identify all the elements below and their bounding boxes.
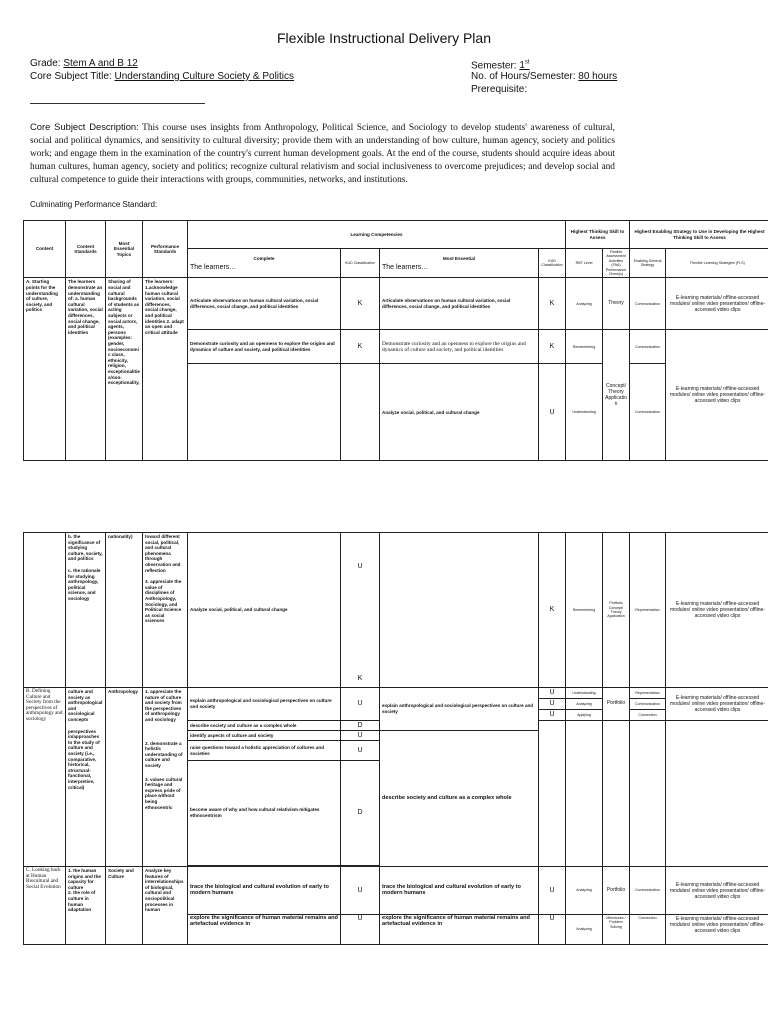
cell-enabling-c1: Communication: [630, 867, 666, 915]
cell-standards-c: [66, 867, 106, 945]
cell-essential-kud-3: U: [539, 364, 566, 461]
cell-kud-c2: U: [341, 915, 380, 945]
cell-enabling-c2: Connection: [630, 915, 666, 945]
complete-label: Complete: [253, 255, 275, 261]
cell-topics-b: Anthropology: [106, 688, 143, 867]
cell-rbt-c1: Analyzing: [566, 867, 603, 915]
cell-essential-3: Analyze social, political, and cultural change: [380, 364, 539, 461]
cell-faa-1: Theory: [603, 278, 630, 330]
performance-cont-text: toward different social, political, and cultural phenomena through observation and reflection: [145, 534, 181, 573]
hours-line: [471, 70, 617, 83]
table-row: [24, 688, 768, 721]
semester-value: 1: [519, 60, 525, 72]
cell-rbt-2: Remembering: [566, 330, 603, 364]
cell-topics-cont: nationality): [106, 533, 143, 688]
standard-b: b. the significance of studying culture, society, and politics: [68, 534, 103, 562]
performance-3: 3. appreciate the value of disciplines of Anthropology, Sociology, and Political Science as social sciences: [145, 579, 182, 624]
rbt-b1: Understanding: [566, 688, 602, 699]
cell-fls-1: E-learning materials/ offline-accessed modules/ online video presentation/ offline-accessed video clips: [666, 278, 768, 330]
cell-faa-b-empty: [603, 721, 630, 867]
learners-label: The learners…: [190, 264, 237, 272]
cell-kud-empty: [341, 364, 380, 461]
table-row: [24, 278, 768, 330]
cell-kud-1: K: [341, 278, 380, 330]
subject-value: Understanding Culture Society & Politics: [114, 71, 295, 82]
learners-label-2: The learners…: [382, 264, 429, 272]
cell-fls-2: E-learning materials/ offline-accessed modules/ online video presentation/ offline-accessed video clips: [666, 330, 768, 461]
header-thinking-skill: Highest Thinking Skill to Assess: [566, 221, 630, 249]
cell-competency-b5: become aware of why and how cultural relativism mitigates ethnocentrism: [188, 761, 341, 866]
cell-fls-c2: E-learning materials/ offline-accessed modules/ online video presentation/ offline-accessed video clips: [666, 915, 768, 945]
subheader-complete: [188, 249, 341, 278]
cell-essential-1: Articulate observations on human cultural variation, social differences, social change, and political identities: [380, 278, 539, 330]
course-description: [30, 120, 615, 187]
subheader-fls: Flexible Learning Strategies (FLS): [666, 249, 768, 278]
cell-rbt-3: Understanding: [566, 364, 603, 461]
cell-faa-c2: Milestones / Problem Solving: [603, 915, 630, 945]
cell-essential-kud-1: K: [539, 278, 566, 330]
subheader-kud: KUD Classification: [341, 249, 380, 278]
cell-essential-kud-2: K: [539, 330, 566, 364]
cell-essential-kud-b-empty: [539, 721, 566, 867]
header-performance-standards: Performance Standards: [143, 221, 188, 278]
cell-essential-a-empty: [380, 533, 539, 688]
subheader-enabling-strategy: Enabling General Strategy: [630, 249, 666, 278]
cell-faa-c1: Portfolio: [603, 867, 630, 915]
kud-bottom: K: [357, 674, 363, 682]
cell-competency-1: Articulate observations on human cultural variation, social differences, social change, and political identities: [188, 278, 341, 330]
cell-content-b: B. Defining Culture and Society from the perspectives of anthropology and sociology: [24, 688, 66, 867]
cell-faa-a: Portfolio Concept/ Theory Application: [603, 533, 630, 688]
cell-faa-2: Concept/ Theory Application: [603, 330, 630, 461]
cell-rbt-c2: Analyzing: [566, 915, 603, 945]
document-title: Flexible Instructional Delivery Plan: [277, 30, 491, 46]
cell-competency-c2: explore the significance of human material remains and artefactual evidence in: [188, 915, 341, 945]
cell-essential-kud-c2: U: [539, 915, 566, 945]
cell-essential-b1: explain anthropological and sociological perspectives on culture and society: [380, 688, 539, 731]
cell-standards-b: [66, 688, 106, 867]
cell-enabling-a: Representation: [630, 533, 666, 688]
culminating-standard-label: Culminating Performance Standard:: [30, 200, 158, 209]
cell-enabling-b: [630, 688, 666, 721]
cell-essential-c2: explore the significance of human material remains and artefactual evidence in: [380, 915, 539, 945]
table-row: [24, 867, 768, 915]
cell-performance-cont: [143, 533, 188, 688]
cell-performance-b: [143, 688, 188, 867]
cell-kud-b3: U: [341, 731, 380, 741]
cell-rbt-b-empty: [566, 721, 603, 867]
header-content-standards: Content Standards: [66, 221, 106, 278]
cell-essential-kud-c1: U: [539, 867, 566, 915]
subject-label: Core Subject Title:: [30, 71, 112, 82]
rbt-b3: Applying: [577, 713, 591, 717]
cell-kud-c1: U: [341, 867, 380, 915]
header-enabling-strategy: Highest Enabling Strategy to Use in Developing the Highest Thinking Skill to Assess: [630, 221, 768, 249]
cell-content-c: C. Looking back at Human Biocultural and Social Evolution: [24, 867, 66, 945]
cell-content-a: A. Starting points for the understanding of culture, society, and politics: [24, 278, 66, 461]
cell-enabling-3: Communication: [630, 364, 666, 461]
cell-essential-2: Demonstrate curiosity and an openness to explore the origins and dynamics of culture and society, and political identities: [380, 330, 539, 364]
kud-top: U: [357, 563, 363, 570]
separator-line: [30, 103, 205, 104]
cell-rbt-b: [566, 688, 603, 721]
plan-table-1: [23, 220, 768, 461]
enabling-b1: Representation: [630, 688, 665, 699]
header-learning-competencies: Learning Competencies: [188, 221, 566, 249]
cell-enabling-1: Communication: [630, 278, 666, 330]
hours-label: No. of Hours/Semester:: [471, 71, 576, 82]
cell-rbt-a: Remembering: [566, 533, 603, 688]
cell-kud-2: K: [341, 330, 380, 364]
cell-fls-b1: E-learning materials/ offline-accessed modules/ online video presentation/ offline-accessed video clips: [666, 688, 768, 721]
grade-value: Stem A and B 12: [63, 58, 138, 69]
cell-topics-c: Society and Culture: [106, 867, 143, 945]
cell-standards-a: The learners demonstrate an understanding of: a. human cultural variation, social differences, social change, and political identities: [66, 278, 106, 461]
enabling-b2: Communication: [630, 699, 665, 710]
standard-c1: 1. the human origins and the capacity for culture: [68, 868, 101, 890]
most-essential-label: Most Essential: [442, 255, 476, 261]
cell-competency-b1: explain anthropological and sociological perspectives on culture and society: [188, 688, 341, 721]
hours-value: 80 hours: [578, 71, 618, 82]
plan-table-2: [23, 532, 768, 945]
cell-competency-b3: identify aspects of culture and society: [188, 731, 341, 741]
cell-competency-b2: describe society and culture as a complex whole: [188, 721, 341, 731]
performance-b3: 3. values cultural heritage and express pride of place without being ethnocentric: [145, 776, 183, 810]
description-text: This course uses insights from Anthropology, Political Science, and Sociology to develop students' awareness of cultural, social and political dynamics, and sensitivity to cultural diversity; provide them with an understanding of how culture, human agency, society and politics work; and engage them in the examination of the country's current human development goals. At the end of the course, students should acquire ideas about human cultures, human agency, society and politics; recognize cultural relativism and social inclusiveness to overcome prejudices; and develop social and cultural competence to guide their interactions with groups, communities, networks, and institutions.: [30, 123, 615, 185]
cell-enabling-b-empty: [630, 721, 666, 867]
essential-kud-b1a: U: [539, 688, 565, 699]
cell-performance-a: The learners: 1.acknowledge human cultural variation, social differences, social change, and political identities 2. adapt an open and critical attitude: [143, 278, 188, 461]
performance-b1: 1. appreciate the nature of culture and society from the perspectives of anthropology and sociology: [145, 689, 182, 722]
subject-line: [30, 70, 294, 83]
header-row: [24, 221, 768, 249]
cell-essential-c1: trace the biological and cultural evolution of early to modern humans: [380, 867, 539, 915]
standard-b1: culture and society as anthropological and sociological concepts: [68, 689, 103, 722]
cell-kud-b2: D: [341, 721, 380, 731]
cell-essential-b2: describe society and culture as a complex whole: [380, 731, 539, 867]
cell-essential-kud-b1: [539, 688, 566, 721]
description-label: Core Subject Description:: [30, 121, 139, 132]
cell-fls-c1: E-learning materials/ offline-accessed modules/ online video presentation/ offline-accessed video clips: [666, 867, 768, 915]
cell-content-a-cont: [24, 533, 66, 688]
cell-topics-a: Sharing of social and cultural backgrounds of students as acting subjects or social actors, agents, persons (examples: gender, socioeconomic class, ethnicity, religion, exceptionalities/non-exceptionality,: [106, 278, 143, 461]
standard-b2: perspectives in/approaches to the study of culture and society (i.e., comparative, historical, structural-functional, interpretive, critical): [68, 728, 100, 790]
essential-kud-b1b: U: [539, 699, 565, 710]
cell-competency-a: Analyze social, political, and cultural change: [188, 533, 341, 688]
table-row: [24, 533, 768, 688]
subheader-rbt: RBT Level: [566, 249, 603, 278]
cell-competency-empty: [188, 364, 341, 461]
cell-competency-2: Demonstrate curiosity and an openness to explore the origins and dynamics of culture and society, and political identities: [188, 330, 341, 364]
cell-kud-b4: U: [341, 741, 380, 761]
cell-kud-b5: D: [341, 761, 380, 866]
subheader-flexible-assessment: Flexible Assessment Activities (FAA) Performance Check(s): [603, 249, 630, 278]
cell-fls-b-empty: [666, 721, 768, 867]
standard-c: c. the rationale for studying anthropology, political science, and sociology: [68, 567, 101, 601]
performance-b2: 2. demonstrate a holistic understanding of culture and society: [145, 740, 183, 768]
cell-fls-a: E-learning materials/ offline-accessed modules/ online video presentation/ offline-accessed video clips: [666, 533, 768, 688]
subheader-kud-2: KUD Classification: [539, 249, 566, 278]
essential-kud-b1c: U: [549, 711, 555, 718]
standard-c2: 2. the role of culture in human adaptation: [68, 890, 96, 913]
enabling-b3: Connection: [638, 713, 657, 717]
cell-competency-c1: trace the biological and cultural evolution of early to modern humans: [188, 867, 341, 915]
cell-performance-c: Analyze key features of interrelationships of biological, cultural and sociopolitical processes in human: [143, 867, 188, 945]
cell-standards-bc: [66, 533, 106, 688]
cell-rbt-1: Analyzing: [566, 278, 603, 330]
grade-label: Grade:: [30, 58, 61, 69]
prerequisite-label: Prerequisite:: [471, 84, 528, 95]
cell-kud-b1: U: [341, 688, 380, 721]
cell-essential-kud-a: K: [539, 533, 566, 688]
rbt-b2: Analyzing: [566, 699, 602, 710]
cell-competency-b4: raise questions toward a holistic appreciation of cultures and societies: [188, 741, 341, 761]
subheader-most-essential: [380, 249, 539, 278]
semester-label: Semester:: [471, 60, 517, 72]
cell-enabling-2: Communication: [630, 330, 666, 364]
cell-kud-a: [341, 533, 380, 688]
cell-faa-b1: Portfolio: [603, 688, 630, 721]
header-content: Content: [24, 221, 66, 278]
semester-sup: st: [524, 60, 530, 66]
grade-line: [30, 57, 138, 70]
header-essential-topics: Most Essential Topics: [106, 221, 143, 278]
